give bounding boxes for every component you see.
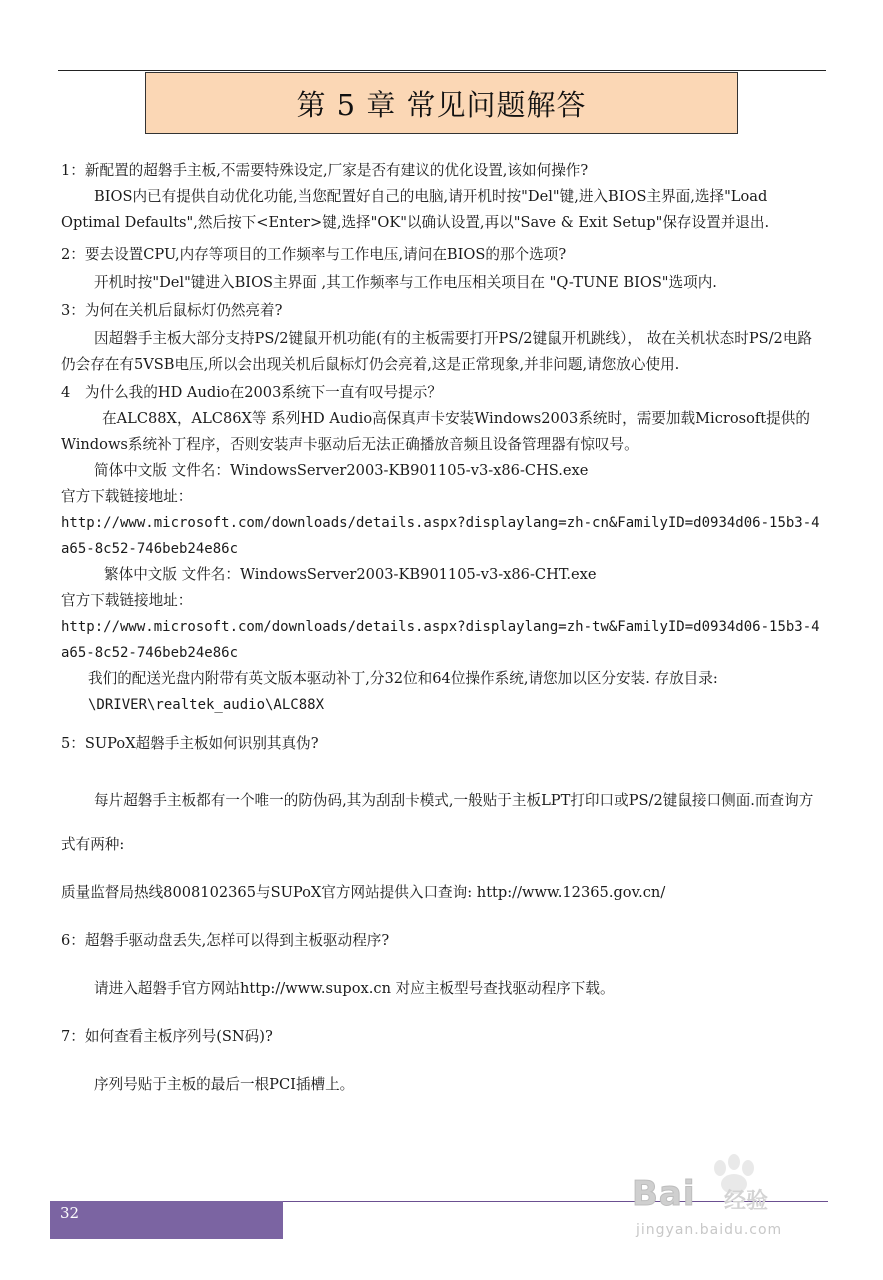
cd-driver-note: 我们的配送光盘内附带有英文版本驱动补丁,分32位和64位操作系统,请您加以区分安装. 存放目录: — [88, 670, 718, 687]
faq-content — [61, 158, 825, 1098]
chs-file-name: 简体中文版 文件名：WindowsServer2003-KB901105-v3-x86-CHS.exe — [94, 462, 589, 479]
answer-5: 每片超磐手主板都有一个唯一的防伪码,其为刮刮卡模式,一般贴于主板LPT打印口或PS/2键鼠接口侧面.而查询方式有两种: — [61, 792, 814, 853]
cht-download-link[interactable]: http://www.microsoft.com/downloads/details.aspx?displaylang=zh-tw&FamilyID=d0934d06-15b3-4a65-8c52-746beb24e86c — [61, 619, 820, 661]
download-label-cht: 官方下载链接地址： — [61, 592, 193, 609]
driver-path: \DRIVER\realtek_audio\ALC88X — [88, 697, 325, 713]
answer-1: BIOS内已有提供自动优化功能,当您配置好自己的电脑,请开机时按"Del"键,进入BIOS主界面,选择"Load Optimal Defaults",然后按下<Enter>键,选择"OK"以确认设置,再以"Save & Exit Setup"保存设置并退出. — [61, 188, 770, 231]
cht-file-name: 繁体中文版 文件名：WindowsServer2003-KB901105-v3-x86-CHT.exe — [104, 566, 597, 583]
query-info: 质量监督局热线8008102365与SUPoX官方网站提供入口查询: http://www.12365.gov.cn/ — [61, 884, 666, 901]
question-2: 2：要去设置CPU,内存等项目的工作频率与工作电压,请问在BIOS的那个选项? — [61, 246, 567, 263]
download-label-chs: 官方下载链接地址： — [61, 488, 193, 505]
watermark-url: jingyan.baidu.com — [636, 1222, 783, 1238]
answer-6: 请进入超磐手官方网站http://www.supox.cn 对应主板型号查找驱动程序下载。 — [94, 980, 615, 997]
chapter-title: 第 5 章 常见问题解答 — [296, 87, 587, 122]
answer-3: 因超磐手主板大部分支持PS/2键鼠开机功能(有的主板需要打开PS/2键鼠开机跳线）， 故在关机状态时PS/2电路仍会存在有5VSB电压,所以会出现关机后鼠标灯仍会亮着,这是正常现象,并非问题,请您放心使用. — [61, 330, 813, 373]
answer-4: 在ALC88X，ALC86X等 系列HD Audio高保真声卡安装Windows2003系统时，需要加载Microsoft提供的Windows系统补丁程序，否则安装声卡驱动后无法正确播放音频且设备管理器有惊叹号。 — [61, 410, 810, 453]
page-number: 32 — [60, 1204, 80, 1222]
question-4: 4 为什么我的HD Audio在2003系统下一直有叹号提示？ — [61, 384, 442, 401]
answer-7: 序列号贴于主板的最后一根PCI插槽上。 — [94, 1076, 355, 1093]
chapter-title-box — [145, 72, 738, 134]
header-rule — [58, 70, 826, 71]
question-5: 5：SUPoX超磐手主板如何识别其真伪? — [61, 735, 319, 752]
answer-2: 开机时按"Del"键进入BIOS主界面 ,其工作频率与工作电压相关项目在 "Q-TUNE BIOS"选项内. — [94, 274, 717, 291]
question-1: 1：新配置的超磐手主板,不需要特殊设定,厂家是否有建议的优化设置,该如何操作? — [61, 162, 589, 179]
question-7: 7：如何查看主板序列号(SN码)? — [61, 1028, 273, 1045]
watermark-brand: Bai — [632, 1174, 696, 1214]
question-3: 3：为何在关机后鼠标灯仍然亮着? — [61, 302, 283, 319]
question-6: 6：超磐手驱动盘丢失,怎样可以得到主板驱动程序? — [61, 932, 390, 949]
chs-download-link[interactable]: http://www.microsoft.com/downloads/details.aspx?displaylang=zh-cn&FamilyID=d0934d06-15b3-4a65-8c52-746beb24e86c — [61, 515, 820, 557]
watermark-brand-cn: 经验 — [724, 1189, 769, 1214]
footer-page-bar — [50, 1201, 283, 1239]
